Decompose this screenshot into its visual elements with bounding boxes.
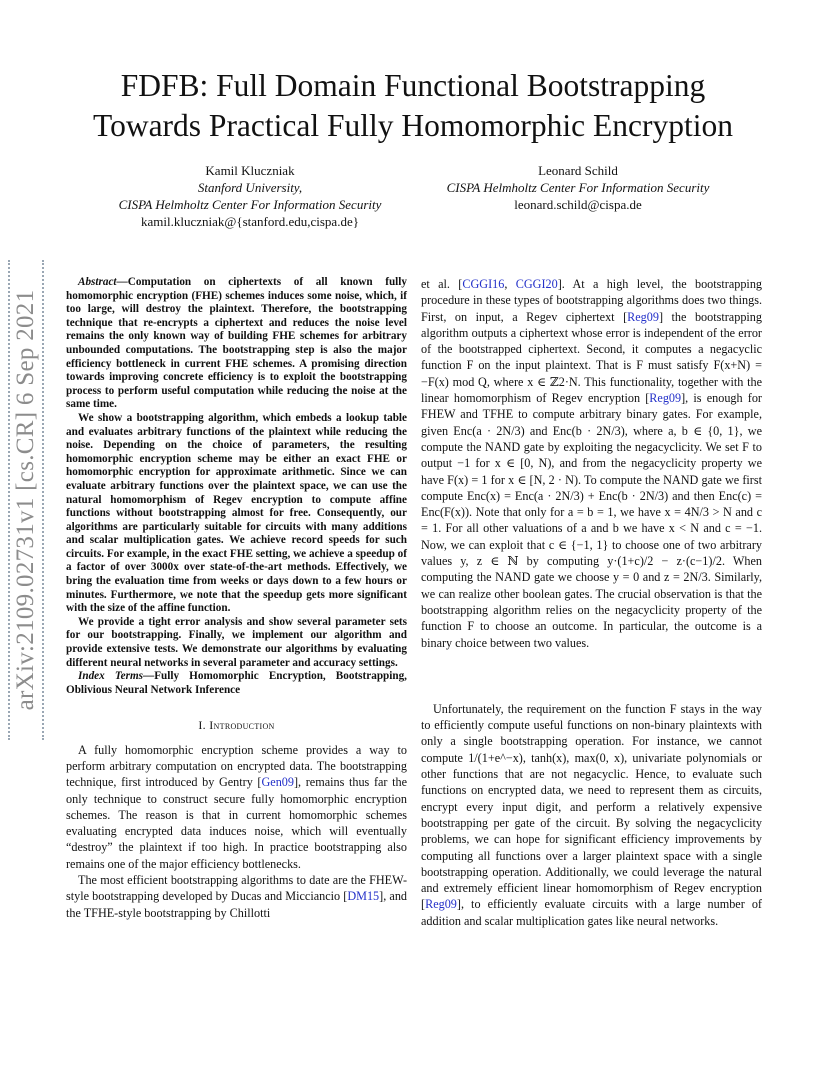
author-affiliation: CISPA Helmholtz Center For Information Security	[118, 197, 382, 212]
column-gap	[421, 651, 762, 701]
author-block-2	[418, 162, 738, 213]
abstract-paragraph: We show a bootstrapping algorithm, which embeds a lookup table and evaluates arbitrary functions of the plaintext while reducing the noise. Depending on the choice of parameters, the resulting homomorphic encryption scheme may be either an exact FHE or homomorphic encryption for approximate arithmetic. Since we can evaluate arbitrary functions over the plaintext space, we can use the natural homomorphism of Regev encryption to compute affine functions without bootstrapping almost for free. Consequently, our algorithms are particularly suitable for circuits with many additions and scalar multiplication gates. We achieve record speeds for such circuits. For example, in the exact FHE setting, we achieve a speedup of a factor of over 3000x over state-of-the-art methods. Effectively, we bring the evaluation time from weeks or days down to a few hours or minutes. Furthermore, we note that the speedup gets more significant with the size of the affine function.	[66, 411, 407, 615]
citation-link[interactable]: Reg09	[425, 897, 457, 912]
citation-link[interactable]: Reg09	[649, 391, 682, 406]
author-affiliation: CISPA Helmholtz Center For Information Security	[446, 180, 710, 195]
index-terms: Index Terms—Fully Homomorphic Encryption, Bootstrapping, Oblivious Neural Network Inference	[66, 670, 407, 696]
citation-link[interactable]: Gen09	[261, 775, 294, 790]
citation-link[interactable]: CGGI16	[462, 277, 505, 291]
author-affiliation: Stanford University,	[197, 180, 303, 195]
citation-link[interactable]: DM15	[347, 889, 380, 904]
paper-title	[60, 66, 766, 146]
abstract-paragraph: Abstract—Computation on ciphertexts of all known fully homomorphic encryption (FHE) schemes induces some noise, which, if too large, will destroy the plaintext. Therefore, the bootstrapping technique that re-encrypts a ciphertext and reduces the noise level remains the only known way of building FHE schemes for arbitrary unbounded computations. The bootstrapping step is also the major efficiency bottleneck in current FHE schemes. A promising direction towards improving concrete efficiency is to exploit the bootstrapping process to perform useful computation while reducing the noise at the same time.	[66, 276, 407, 411]
author-email: kamil.kluczniak@{stanford.edu,cispa.de}	[141, 214, 359, 229]
left-column	[66, 276, 407, 921]
author-name: Kamil Kluczniak	[205, 163, 295, 178]
right-column	[421, 276, 762, 929]
section-heading-introduction: I. Introduction	[198, 718, 275, 733]
citation-link[interactable]: CGGI20	[515, 277, 558, 291]
body-paragraph: The most efficient bootstrapping algorithms to date are the FHEW-style bootstrapping developed by Ducas and Micciancio [DM15], and the TFHE-style bootstrapping by Chillotti	[66, 873, 408, 920]
title-line-2: Towards Practical Fully Homomorphic Encryption	[93, 108, 733, 143]
arxiv-sidebar	[8, 260, 44, 740]
author-name: Leonard Schild	[538, 163, 618, 178]
body-paragraph: Unfortunately, the requirement on the function F stays in the way to efficiently compute useful functions on non-binary plaintexts with only a single bootstrapping operation. For instance, we cannot compute 1/(1+e^−x), tanh(x), max(0, x), univariate polynomials or other functions that are not negacyclic. Hence, to evaluate such functions on encrypted data, we need to represent them as circuits, encrypt every input digit, and perform a relatively expensive bootstrapping per gate of the circuit. By solving the negacyclicity problems, we can hope for significant efficiency improvements by computing all functions over a larger plaintext space with a single bootstrapping operation. Additionally, we could leverage the natural and extremely efficient linear homomorphism of Regev encryption [Reg09], to efficiently evaluate circuits with a large number of addition and scalar multiplication gates like neural networks.	[421, 701, 762, 928]
citation-link[interactable]: Reg09	[627, 309, 659, 324]
body-paragraph: et al. [CGGI16, CGGI20]. At a high level, the bootstrapping procedure in these types of bootstrapping algorithms does two things. First, on input, a Regev ciphertext [Reg09] the bootstrapping algorithm outputs a ciphertext whose error is independent of the error of the bootstrapped ciphertext. Second, it computes a negacyclic function F on the input plaintext. That is F must satisfy F(x+N) = −F(x) mod Q, where x ∈ ℤ2·N. This functionality, together with the linear homomorphism of Regev encryption [Reg09], is enough for FHEW and TFHE to compute arbitrary binary gates. For example, given Enc(a · 2N/3) and Enc(b · 2N/3), where a, b ∈ {0, 1}, we compute the NAND gate by exploiting the negacyclicity. We set F to output −1 for x ∈ [0, N), and from the negacyclicity property we have F(x) = 1 for x ∈ [N, 2 · N). To compute the NAND gate we first compute Enc(x) = Enc(a · 2N/3) + Enc(b · 2N/3) and then Enc(c) = Enc(F(x)). Note that only for a = b = 1, we have x = 4N/3 > N and c = 1. For all other valuations of a and b we have x < N and c = −1. Now, we can exploit that c ∈ {−1, 1} to choose one of two arbitrary values y, z ∈ ℕ by computing y·(1+c)/2 − z·(c−1)/2. When computing the NAND gate we choose y = 0 and z = 2N/3. Similarly, we can realize other boolean gates. The crucial observation is that the bootstrapping algorithm relies on the negacyclicity property of the function F to choose an outcome. In particular, the outcome is a binary choice between two values.	[421, 277, 763, 650]
author-email: leonard.schild@cispa.de	[514, 197, 642, 212]
index-terms-label: Index Terms	[78, 670, 143, 683]
arxiv-identifier: arXiv:2109.02731v1 [cs.CR] 6 Sep 2021	[12, 289, 39, 711]
body-paragraph: A fully homomorphic encryption scheme provides a way to perform arbitrary computation on encrypted data. The bootstrapping technique, first introduced by Gentry [Gen09], remains thus far the only technique to construct secure fully homomorphic encryption schemes. The reason is that in current homomorphic schemes evaluating encrypted data induces noise, which will eventually “destroy” the plaintext if too high. In practice bootstrapping also remains one of the major efficiency bottlenecks.	[66, 742, 408, 871]
author-block-1	[90, 162, 410, 230]
title-line-1: FDFB: Full Domain Functional Bootstrapping	[120, 68, 706, 103]
abstract-paragraph: We provide a tight error analysis and show several parameter sets for our bootstrapping. Finally, we implement our algorithm and provide extensive tests. We demonstrate our algorithms by evaluating different neural networks in several parameter and accuracy settings.	[66, 615, 407, 669]
abstract-label: Abstract	[78, 276, 117, 288]
